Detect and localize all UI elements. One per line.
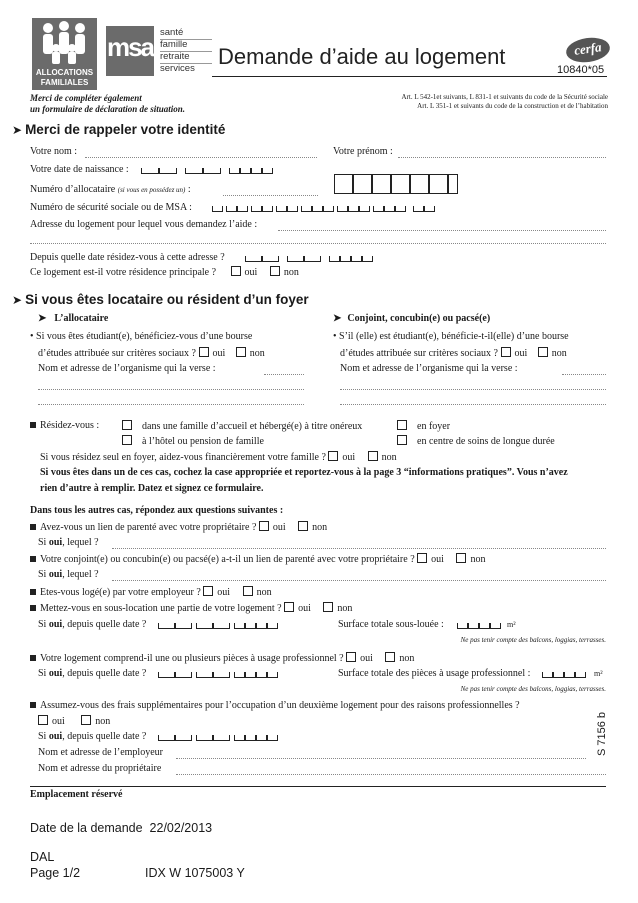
page-title: Demande d’aide au logement xyxy=(218,44,506,69)
nom-label: Votre nom : xyxy=(30,146,78,157)
q-parent-row: Avez-vous un lien de parenté avec votre propriétaire ? oui non xyxy=(30,521,327,534)
hint-balcons-2: Ne pas tenir compte des balcons, loggias, terrasses. xyxy=(460,685,606,693)
souslocation-non-checkbox[interactable] xyxy=(323,602,333,612)
souslocation-oui-checkbox[interactable] xyxy=(284,602,294,612)
prenom-field[interactable] xyxy=(398,157,606,158)
foyer-question-row: Si vous résidez seul en foyer, aidez-vous financièrement votre famille ? oui non xyxy=(40,452,397,463)
proprio-addr-label: Nom et adresse du propriétaire xyxy=(38,763,162,774)
right-org-field-1[interactable] xyxy=(562,374,606,375)
instruction-line-1: Si vous êtes dans un de ces cas, cochez la case appropriée et reportez-vous à la page 3 “informations pratiques”. Vous n’avez xyxy=(40,467,568,478)
msa-word-1: santé xyxy=(160,27,184,38)
surface-sous-unit: m² xyxy=(507,620,516,629)
residez-label: Résidez-vous : xyxy=(30,420,99,432)
others-heading: Dans tous les autres cas, répondez aux questions suivantes : xyxy=(30,505,284,516)
footer-page: Page 1/2 xyxy=(30,866,81,880)
surface-pro-unit: m² xyxy=(594,669,603,678)
msa-word-2: famille xyxy=(160,39,188,50)
allocataire-field[interactable] xyxy=(223,195,318,196)
msa-word-3: retraite xyxy=(160,51,190,62)
right-org-field-3[interactable] xyxy=(340,404,606,405)
foyer-non-checkbox[interactable] xyxy=(368,451,378,461)
allocataire-label: Numéro d’allocataire (si vous en possédez un) : xyxy=(30,184,191,195)
nom-field[interactable] xyxy=(85,157,317,158)
since-label: Depuis quelle date résidez-vous à cette adresse ? xyxy=(30,252,225,263)
conjoint-non-checkbox[interactable] xyxy=(456,553,466,563)
left-org-field-1[interactable] xyxy=(264,374,304,375)
caf-logo xyxy=(32,18,97,90)
right-q2-row: d’études attribuée sur critères sociaux ? oui non xyxy=(340,348,567,359)
parent-oui-checkbox[interactable] xyxy=(259,521,269,531)
employeur-addr-field[interactable] xyxy=(176,758,586,759)
ref-line-1: Art. L 542-1et suivants, L 831-1 et suivants du code de la Sécurité sociale xyxy=(401,93,608,101)
foyer-oui-checkbox[interactable] xyxy=(328,451,338,461)
ref-line-2: Art. L 351-1 et suivants du code de la construction et de l’habitation xyxy=(417,102,608,110)
side-code: S 7156 b xyxy=(596,711,608,756)
date-demande-value: 22/02/2013 xyxy=(149,821,213,835)
si-oui-lequel-1: Si oui, lequel ? xyxy=(38,537,99,548)
hint-balcons-1: Ne pas tenir compte des balcons, loggias, terrasses. xyxy=(460,636,606,644)
secu-label: Numéro de sécurité sociale ou de MSA : xyxy=(30,202,192,213)
proprio-addr-field[interactable] xyxy=(176,774,606,775)
frais-oui-checkbox[interactable] xyxy=(38,715,48,725)
birth-label: Votre date de naissance : xyxy=(30,164,129,175)
frais-date-label: Si oui, depuis quelle date ? xyxy=(38,731,147,742)
opt-hotel-checkbox[interactable] xyxy=(122,435,132,445)
left-org-field-2[interactable] xyxy=(38,389,304,390)
caf-logo-line1: ALLOCATIONS xyxy=(35,68,94,77)
caf-logo-line2: FAMILIALES xyxy=(40,78,89,87)
right-bourse-non-checkbox[interactable] xyxy=(538,347,548,357)
prenom-label: Votre prénom : xyxy=(333,146,393,157)
si-oui-lequel-2: Si oui, lequel ? xyxy=(38,569,99,580)
conjoint-oui-checkbox[interactable] xyxy=(417,553,427,563)
msa-logo: msa xyxy=(106,26,154,76)
footer-idx: IDX W 1075003 Y xyxy=(145,866,245,880)
right-col-title: ➤ Conjoint, concubin(e) ou pacsé(e) xyxy=(333,313,491,324)
identity-heading: ➤ Merci de rappeler votre identité xyxy=(12,122,226,137)
left-col-title: ➤ L’allocataire xyxy=(38,313,109,324)
opt-foyer: en foyer xyxy=(397,420,450,433)
frais-answers: oui non xyxy=(38,715,110,728)
note-line-1: Merci de compléter également xyxy=(30,93,142,103)
caf-family-icon xyxy=(32,18,97,68)
right-bourse-oui-checkbox[interactable] xyxy=(501,347,511,357)
address-field-2[interactable] xyxy=(30,243,606,244)
cerfa-logo: cerfa xyxy=(565,35,612,65)
msa-word-4: services xyxy=(160,63,195,74)
q-conjoint-row: Votre conjoint(e) ou concubin(e) ou pacsé(e) a-t-il un lien de parenté avec votre propriétaire ? oui non xyxy=(30,553,485,566)
right-org-label: Nom et adresse de l’organisme qui la verse : xyxy=(340,363,518,374)
parent-non-checkbox[interactable] xyxy=(298,521,308,531)
q-employeur-row: Etes-vous logé(e) par votre employeur ? oui non xyxy=(30,586,272,599)
opt-famille-accueil: dans une famille d’accueil et hébergé(e) à titre onéreux xyxy=(122,420,362,433)
opt-famille-accueil-checkbox[interactable] xyxy=(122,420,132,430)
address-label: Adresse du logement pour lequel vous demandez l’aide : xyxy=(30,219,258,230)
footer-code: DAL xyxy=(30,850,55,864)
q-pro-row: Votre logement comprend-il une ou plusieurs pièces à usage professionnel ? oui non xyxy=(30,652,414,665)
main-residence-oui-checkbox[interactable] xyxy=(231,266,241,276)
opt-hotel: à l’hôtel ou pension de famille xyxy=(122,435,264,448)
surface-pro-label: Surface totale des pièces à usage professionnel : xyxy=(338,668,531,679)
main-residence-non-checkbox[interactable] xyxy=(270,266,280,276)
q-souslocation-row: Mettez-vous en sous-location une partie de votre logement ? oui non xyxy=(30,602,352,615)
left-bourse-non-checkbox[interactable] xyxy=(236,347,246,357)
date-demande: Date de la demande 22/02/2013 xyxy=(30,821,213,835)
left-org-label: Nom et adresse de l’organisme qui la verse : xyxy=(38,363,216,374)
note-line-2: un formulaire de déclaration de situation. xyxy=(30,104,186,114)
pro-date-label: Si oui, depuis quelle date ? xyxy=(38,668,147,679)
employeur-non-checkbox[interactable] xyxy=(243,586,253,596)
main-residence-row: Ce logement est-il votre résidence principale ? oui non xyxy=(30,267,299,278)
right-q1: • S’il (elle) est étudiant(e), bénéficie-t-il(elle) d’une bourse xyxy=(333,331,569,342)
left-q1: • Si vous êtes étudiant(e), bénéficiez-vous d’une bourse xyxy=(30,331,253,342)
lequel-field-2[interactable] xyxy=(112,580,606,581)
reserved-label: Emplacement réservé xyxy=(30,789,123,800)
lequel-field-1[interactable] xyxy=(112,548,606,549)
cerfa-number: 10840*05 xyxy=(557,64,605,76)
opt-soins: en centre de soins de longue durée xyxy=(397,435,555,448)
souslocation-date-label: Si oui, depuis quelle date ? xyxy=(38,619,147,630)
tenant-heading: ➤ Si vous êtes locataire ou résident d’un foyer xyxy=(12,292,309,307)
q-frais-label: Assumez-vous des frais supplémentaires pour l’occupation d’un deuxième logement pour des raisons professionnelles ? xyxy=(30,700,520,712)
employeur-oui-checkbox[interactable] xyxy=(203,586,213,596)
employeur-addr-label: Nom et adresse de l’employeur xyxy=(38,747,163,758)
pro-oui-checkbox[interactable] xyxy=(346,652,356,662)
opt-soins-checkbox[interactable] xyxy=(397,435,407,445)
left-org-field-3[interactable] xyxy=(38,404,304,405)
instruction-line-2: rien d’autre à remplir. Datez et signez ce formulaire. xyxy=(40,483,264,494)
right-org-field-2[interactable] xyxy=(340,389,606,390)
surface-sous-label: Surface totale sous-louée : xyxy=(338,619,444,630)
address-field-1[interactable] xyxy=(278,230,606,231)
left-bourse-oui-checkbox[interactable] xyxy=(199,347,209,357)
frais-non-checkbox[interactable] xyxy=(81,715,91,725)
opt-foyer-checkbox[interactable] xyxy=(397,420,407,430)
pro-non-checkbox[interactable] xyxy=(385,652,395,662)
left-q2-row: d’études attribuée sur critères sociaux ? oui non xyxy=(38,348,265,359)
